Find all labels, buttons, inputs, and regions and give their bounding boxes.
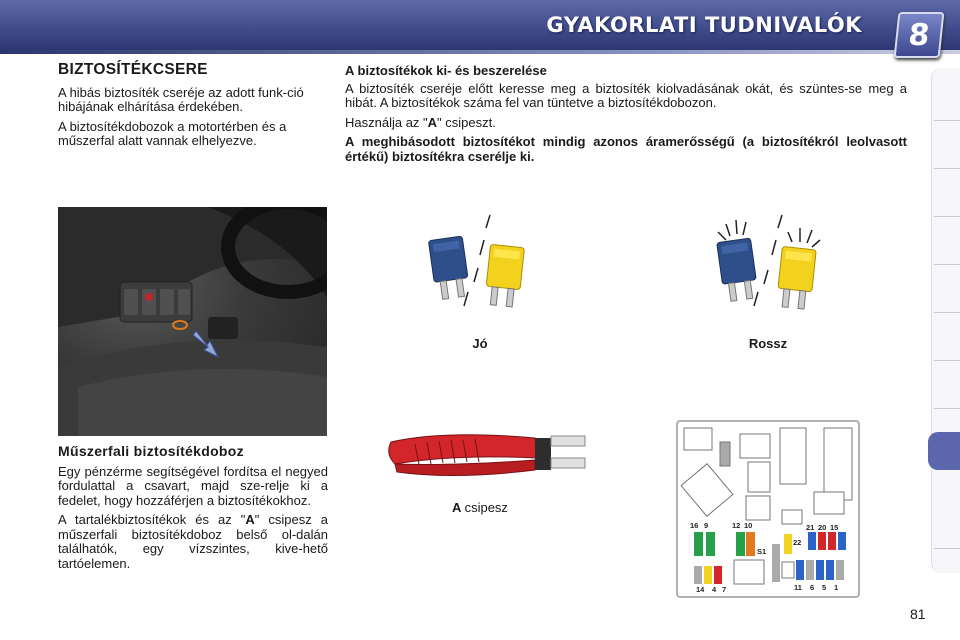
side-tab-divider bbox=[934, 168, 960, 169]
good-fuses-illustration bbox=[420, 210, 540, 320]
fuse-label: 7 bbox=[722, 585, 727, 594]
header-stripe bbox=[0, 50, 960, 54]
side-tab-divider bbox=[934, 312, 960, 313]
dashboard-paragraph-1: Egy pénzérme segítségével fordítsa el negyed fordulattal a csavart, majd sze-relje ki a fedelet, hogy hozzáférjen a biztosítékokhoz. bbox=[58, 463, 328, 508]
intro-paragraph-2: A biztosítékdobozok a motortérben és a műszerfal alatt vannak elhelyezve. bbox=[58, 118, 287, 148]
tool-caption bbox=[420, 500, 540, 515]
fuse-label: 10 bbox=[744, 521, 753, 530]
dashboard-section bbox=[58, 444, 328, 576]
fuse-label: 5 bbox=[822, 583, 827, 592]
side-tab-divider bbox=[934, 216, 960, 217]
tool-letter: A bbox=[452, 500, 461, 515]
fuse-label: 20 bbox=[818, 523, 827, 532]
text-fragment: " csipeszt. bbox=[437, 114, 496, 130]
text-fragment: A tartalékbiztosítékok és az " bbox=[58, 512, 246, 527]
text-fragment: Használja az " bbox=[345, 114, 428, 130]
dashboard-illustration bbox=[58, 207, 327, 436]
fusebox-diagram bbox=[676, 420, 860, 598]
fuse-label: 12 bbox=[732, 521, 741, 530]
chapter-number-badge bbox=[894, 12, 945, 58]
fuse-label: 15 bbox=[830, 523, 839, 532]
side-tab-divider bbox=[934, 360, 960, 361]
replacement-paragraph-1: A biztosíték cseréje előtt keresse meg a biztosíték kiolvadásának okát, és szüntes-se meg a hibát. A biztosítékok száma fel van tüntetve a biztosítékdobozon. bbox=[345, 80, 907, 110]
chapter-title: GYAKORLATI TUDNIVALÓK bbox=[546, 13, 862, 37]
intro-section bbox=[58, 63, 328, 154]
replacement-section bbox=[345, 64, 907, 169]
fuse-puller-illustration bbox=[385, 424, 590, 486]
side-tab-divider bbox=[934, 408, 960, 409]
fuse-label: 11 bbox=[794, 583, 802, 592]
fuse-label: 22 bbox=[793, 538, 802, 547]
section-title: BIZTOSÍTÉKCSERE bbox=[58, 61, 208, 78]
replacement-paragraph-2 bbox=[345, 116, 907, 131]
tool-letter: A bbox=[427, 114, 438, 130]
replacement-warning: A meghibásodott biztosítékot mindig azonos áramerősségű (a biztosítékról leolvasott értékű) biztosítékra cserélje ki. bbox=[345, 134, 907, 164]
fuse-label: S1 bbox=[757, 547, 767, 556]
side-tab-divider bbox=[934, 548, 960, 549]
fuse-label: 14 bbox=[696, 585, 705, 594]
dashboard-fusebox-title: Műszerfali biztosítékdoboz bbox=[58, 443, 244, 459]
fuse-label: 21 bbox=[806, 523, 815, 532]
intro-paragraph-1: A hibás biztosíték cseréje az adott funk-ció hibájának elhárítása érdekében. bbox=[58, 84, 304, 114]
fuse-label: 16 bbox=[690, 521, 699, 530]
side-tab-chapter-8[interactable] bbox=[928, 432, 960, 470]
dashboard-photo bbox=[58, 207, 327, 436]
side-tab-divider bbox=[934, 120, 960, 121]
chapter-number: 8 bbox=[906, 17, 932, 53]
tool-letter: A bbox=[245, 512, 255, 527]
text-fragment: " csipesz a műszerfali biztosítékdoboz belső ol-dalán találhatók, egy vízszintes, kive-hető tartóelemen. bbox=[58, 512, 328, 571]
bad-fuses-illustration bbox=[706, 210, 830, 320]
side-tab-divider bbox=[934, 264, 960, 265]
fuse-label: 6 bbox=[810, 583, 815, 592]
good-fuse-label: Jó bbox=[472, 336, 488, 351]
tool-label: csipesz bbox=[464, 500, 508, 515]
dashboard-paragraph-2 bbox=[58, 513, 328, 571]
page-number: 81 bbox=[910, 606, 926, 622]
side-tab-strip bbox=[931, 68, 960, 573]
bad-fuse-label: Rossz bbox=[748, 336, 788, 351]
fuse-label: 9 bbox=[704, 521, 709, 530]
replacement-subtitle: A biztosítékok ki- és beszerelése bbox=[345, 63, 547, 78]
fuse-label: 1 bbox=[834, 583, 839, 592]
fuse-label: 4 bbox=[712, 585, 717, 594]
